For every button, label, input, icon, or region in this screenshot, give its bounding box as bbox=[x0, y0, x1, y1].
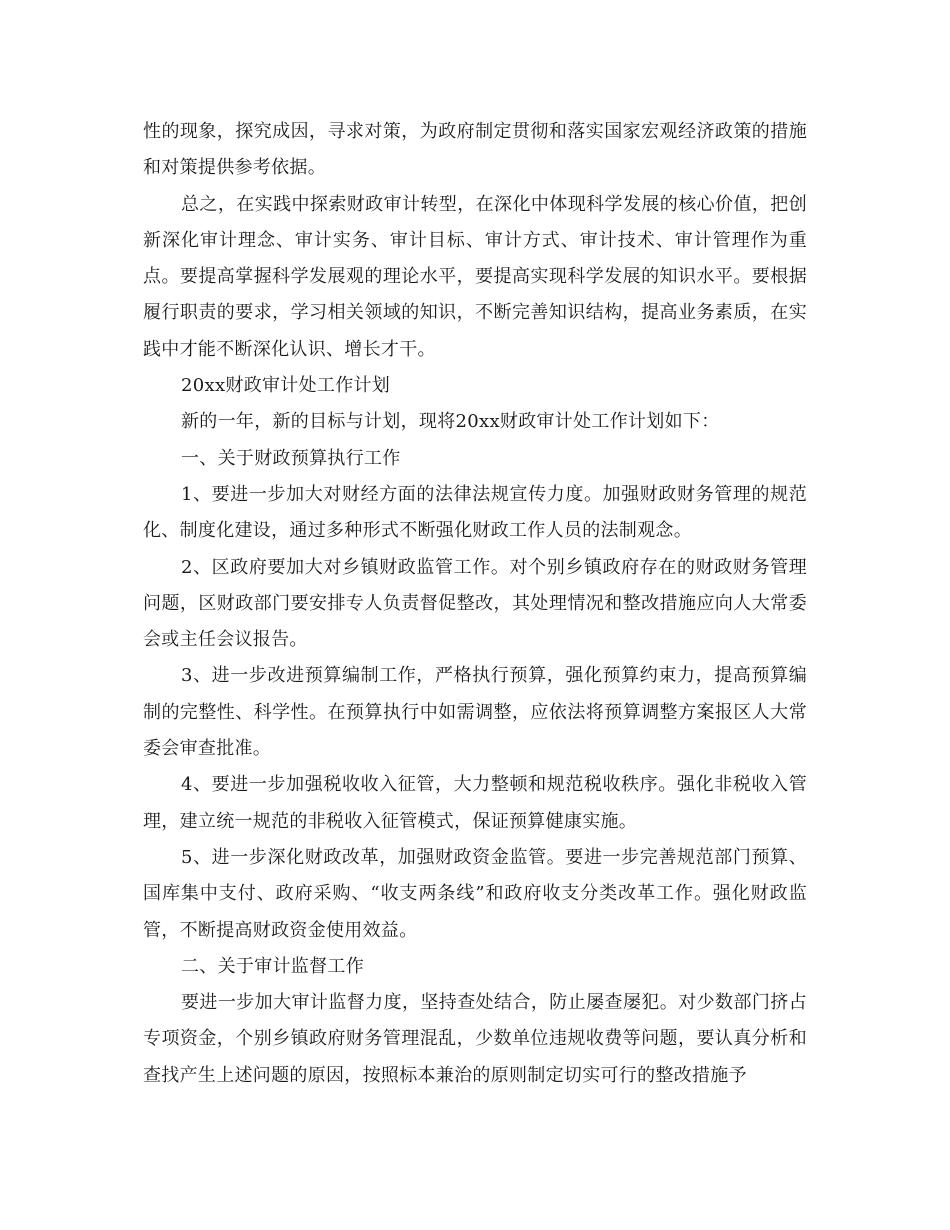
paragraph-item-5: 5、进一步深化财政改革，加强财政资金监管。要进一步完善规范部门预算、国库集中支付、政府采购、“收支两条线”和政府收支分类改革工作。强化财政监管，不断提高财政资金使用效益。 bbox=[143, 846, 807, 941]
paragraph-item-3: 3、进一步改进预算编制工作，严格执行预算，强化预算约束力，提高预算编制的完整性、科学性。在预算执行中如需调整，应依法将预算调整方案报区人大常委会审查批准。 bbox=[143, 665, 807, 760]
section-title: 20xx财政审计处工作计划 bbox=[181, 375, 391, 397]
paragraph-1: 性的现象，探究成因，寻求对策，为政府制定贯彻和落实国家宏观经济政策的措施和对策提供参考依据。 bbox=[143, 121, 807, 179]
paragraph-intro: 新的一年，新的目标与计划，现将20xx财政审计处工作计划如下： bbox=[181, 411, 720, 433]
paragraph-item-4: 4、要进一步加强税收收入征管，大力整顿和规范税收秩序。强化非税收入管理，建立统一规范的非税收入征管模式，保证预算健康实施。 bbox=[143, 774, 807, 832]
heading-audit-supervision: 二、关于审计监督工作 bbox=[181, 955, 364, 977]
paragraph-2: 总之，在实践中探索财政审计转型，在深化中体现科学发展的核心价值，把创新深化审计理念、审计实务、审计目标、审计方式、审计技术、审计管理作为重点。要提高掌握科学发展观的理论水平，要提高实现科学发展的知识水平。要根据履行职责的要求，学习相关领域的知识，不断完善知识结构，提高业务素质，在实践中才能不断深化认识、增长才干。 bbox=[143, 193, 807, 360]
paragraph-audit: 要进一步加大审计监督力度，坚持查处结合，防止屡查屡犯。对少数部门挤占专项资金，个别乡镇政府财务管理混乱，少数单位违规收费等问题，要认真分析和查找产生上述问题的原因，按照标本兼治的原则制定切实可行的整改措施予 bbox=[143, 992, 807, 1086]
paragraph-item-1: 1、要进一步加大对财经方面的法律法规宣传力度。加强财政财务管理的规范化、制度化建设，通过多种形式不断强化财政工作人员的法制观念。 bbox=[143, 483, 807, 542]
document-body bbox=[143, 114, 807, 1094]
paragraph-item-2: 2、区政府要加大对乡镇财政监管工作。对个别乡镇政府存在的财政财务管理问题，区财政部门要安排专人负责督促整改，其处理情况和整改措施应向人大常委会或主任会议报告。 bbox=[143, 556, 807, 651]
heading-budget-execution: 一、关于财政预算执行工作 bbox=[181, 447, 401, 469]
